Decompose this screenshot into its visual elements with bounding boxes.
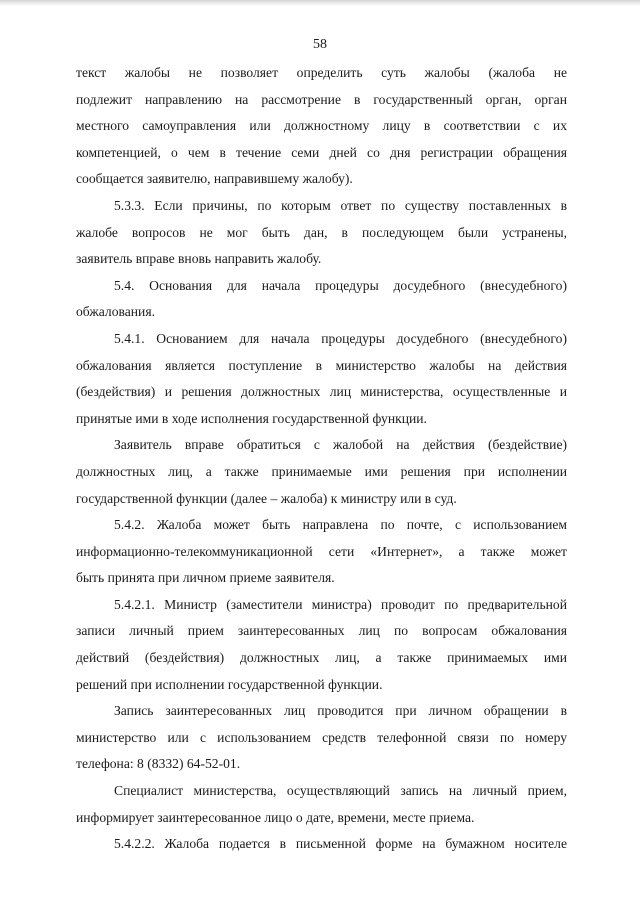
text-line: быть принята при личном приеме заявителя. bbox=[76, 570, 335, 586]
text-line: государственной функции (далее – жалоба) к министру или в суд. bbox=[76, 490, 457, 506]
paragraph bbox=[76, 831, 567, 858]
text-line: обжалования. bbox=[76, 304, 155, 320]
text-line: заявитель вправе вновь направить жалобу. bbox=[76, 251, 322, 267]
text-line: информационно-телекоммуникационной сети «Интернет», а также может bbox=[76, 543, 567, 559]
text-line: 5.4. Основания для начала процедуры досудебного (внесудебного) bbox=[114, 277, 567, 293]
text-line: Заявитель вправе обратиться с жалобой на действия (бездействие) bbox=[114, 437, 567, 453]
paragraph bbox=[76, 592, 567, 698]
text-line: компетенцией, о чем в течение семи дней со дня регистрации обращения bbox=[76, 144, 567, 160]
text-line: Запись заинтересованных лиц проводится при личном обращении в bbox=[114, 703, 567, 719]
text-line: записи личный прием заинтересованных лиц по вопросам обжалования bbox=[76, 623, 567, 639]
text-line: 5.3.3. Если причины, по которым ответ по существу поставленных в bbox=[114, 197, 567, 213]
paragraph bbox=[76, 60, 567, 193]
paragraph bbox=[76, 193, 567, 273]
text-line: 5.4.2.2. Жалоба подается в письменной форме на бумажном носителе bbox=[114, 836, 567, 852]
paragraph bbox=[76, 273, 567, 326]
text-line: принятые ими в ходе исполнения государственной функции. bbox=[76, 410, 427, 426]
text-line: действий (бездействия) должностных лиц, а также принимаемых ими bbox=[76, 650, 567, 666]
text-line: сообщается заявителю, направившему жалобу). bbox=[76, 171, 353, 187]
text-line: обжалования является поступление в министерство жалобы на действия bbox=[76, 357, 567, 373]
text-line: текст жалобы не позволяет определить суть жалобы (жалоба не bbox=[76, 65, 567, 80]
document-body bbox=[76, 60, 567, 858]
paragraph bbox=[76, 698, 567, 778]
scan-top-edge bbox=[0, 0, 640, 6]
text-line: должностных лиц, а также принимаемые ими решения при исполнении bbox=[76, 463, 567, 479]
paragraph bbox=[76, 432, 567, 512]
page-number: 58 bbox=[313, 37, 327, 52]
paragraph bbox=[76, 512, 567, 592]
text-line: подлежит направлению на рассмотрение в государственный орган, орган bbox=[76, 91, 567, 107]
text-line: 5.4.1. Основанием для начала процедуры досудебного (внесудебного) bbox=[114, 330, 567, 346]
text-line: решений при исполнении государственной функции. bbox=[76, 676, 383, 692]
text-line: информирует заинтересованное лицо о дате, времени, месте приема. bbox=[76, 809, 475, 825]
paragraph bbox=[76, 326, 567, 432]
paragraph bbox=[76, 778, 567, 831]
text-line: местного самоуправления или должностному лицу в соответствии с их bbox=[76, 118, 567, 134]
text-line: телефона: 8 (8332) 64-52-01. bbox=[76, 756, 241, 772]
text-line: (бездействия) и решения должностных лиц министерства, осуществленные и bbox=[76, 384, 567, 400]
text-line: жалобе вопросов не мог быть дан, в последующем были устранены, bbox=[76, 224, 567, 240]
text-line: 5.4.2.1. Министр (заместители министра) проводит по предварительной bbox=[114, 596, 567, 612]
text-line: Специалист министерства, осуществляющий запись на личный прием, bbox=[114, 783, 567, 799]
text-line: министерство или с использованием средств телефонной связи по номеру bbox=[76, 729, 567, 745]
text-line: 5.4.2. Жалоба может быть направлена по почте, с использованием bbox=[114, 517, 567, 533]
